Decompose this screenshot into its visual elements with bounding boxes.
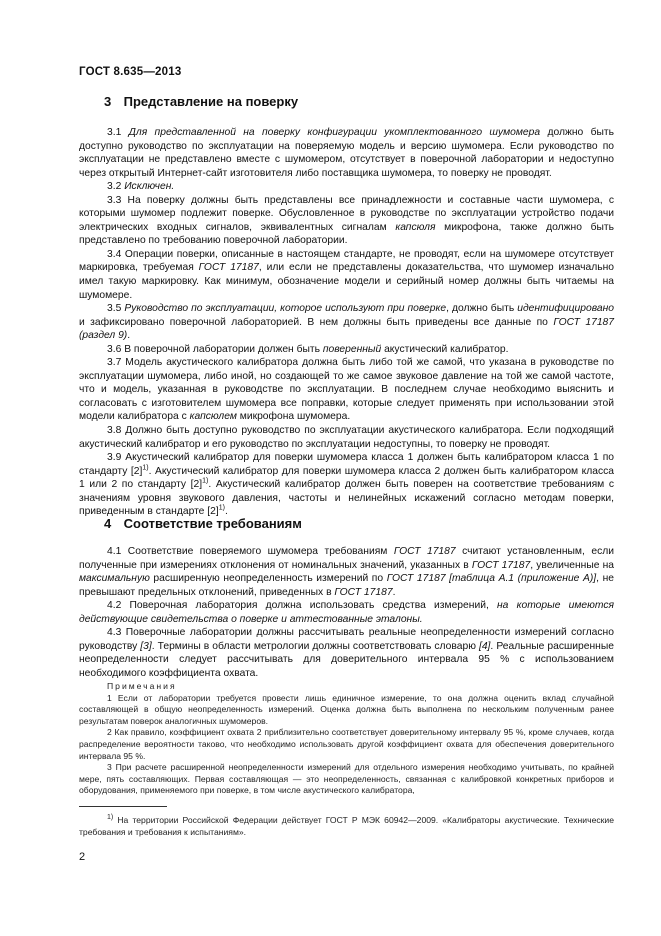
clause-text: .	[224, 506, 228, 518]
clause-paragraph	[79, 356, 614, 424]
clause-paragraph	[79, 626, 614, 680]
clause-text: Исключен.	[124, 181, 175, 193]
clause-text: . Термины в области метрологии должны соответствовать словарю	[151, 640, 479, 652]
clause-text: Операции поверки, описанные в настоящем стандарте, не проводят, если на шумомере отсутствует маркировка, требуемая	[79, 248, 614, 274]
clause-paragraph	[79, 599, 614, 626]
notes-title: Примечания	[107, 681, 177, 691]
clause-paragraph	[79, 180, 614, 194]
clause-text: . Реальные расширенные неопределенности следует рассчитывать для доверительного интервала 95 % с использованием необходимого коэффициента охвата.	[79, 640, 614, 679]
clause-number: 3.6	[107, 343, 125, 355]
clause-number: 3.4	[107, 248, 125, 260]
standard-code-header: ГОСТ 8.635—2013	[79, 66, 182, 78]
clause-text: Акустический калибратор для поверки шумомера класса 1 должен быть калибратором класса 1 по стандарту [2]	[79, 452, 614, 477]
footnote-ref: 1)	[218, 504, 225, 512]
clause-text: считают установленным, если полученные при измерениях отклонения от номинальных значений, указанных в	[79, 546, 614, 571]
clause-text: [3]	[140, 640, 152, 652]
footnote-marker: 1)	[107, 814, 114, 822]
clause-text: Поверочные лаборатории должны рассчитывать реальные неопределенности измерений согласно руководству	[79, 627, 614, 652]
note-item: 1 Если от лаборатории требуется провести лишь единичное измерение, то она должна оценить вклад случайной составляющей в общую неопределенность измерений. Оценка должна быть выполнена по нескольким полученным ранее результатам поверок аналогичных шумомеров.	[79, 692, 614, 726]
clause-number: 3.1	[107, 127, 129, 138]
clause-text: ГОСТ 17187	[393, 546, 456, 557]
clause-paragraph	[79, 302, 614, 343]
footnote-text: На территории Российской Федерации действует ГОСТ Р МЭК 60942—2009. «Калибраторы акустические. Технические требования и требования к испытаниям».	[79, 815, 614, 837]
clause-text: Модель акустического калибратора должна быть либо той же самой, что указана в руководстве по эксплуатации шумомера, либо иной, но создающей то же самое звуковое давление на той же самой частоте, что и модель, указанная в руководстве по эксплуатации. В последнем случае необходимо выяснить и согласовать с изготовителем шумомера все поправки, которые следует применять при использовании этой модели калибратора с	[79, 357, 614, 423]
clause-text: ГОСТ 17187	[334, 586, 393, 598]
footnote	[79, 814, 614, 838]
clause-paragraph	[79, 126, 614, 180]
clause-text: . Акустический калибратор должен быть поверен на соответствие требованиям с значениям уровня звукового давления, частоты и нелинейных искажений согласно методам поверки, приведенным в стандарте [2]	[79, 479, 614, 518]
notes-block	[79, 681, 614, 797]
clause-number: 3.3	[107, 194, 128, 206]
clause-text: идентифицировано	[517, 303, 614, 315]
footnote-divider	[79, 806, 167, 807]
section-title: Представление на поверку	[123, 94, 299, 109]
footnote-ref: 1)	[202, 477, 209, 485]
clause-text: капсюля	[395, 221, 436, 233]
clause-text: [4]	[478, 640, 491, 652]
clause-text: и зафиксировано поверочной лабораторией. В нем должны быть приведены все данные по	[79, 316, 554, 328]
clause-text: . Акустический калибратор для поверки шумомера класса 2 должен быть калибратором класса 1 или 2 по стандарту [2]	[79, 465, 615, 491]
clause-text: Должно быть доступно руководство по эксплуатации акустического калибратора. Если подходящий акустический калибратор и его руководство по эксплуатации недоступны, то поверку не проводят.	[79, 425, 614, 450]
clause-number: 3.9	[107, 452, 126, 464]
clause-number: 4.2	[107, 600, 130, 612]
footnote-ref: 1)	[142, 464, 149, 472]
section-number: 3	[104, 94, 112, 109]
clause-text: капсюлем	[189, 411, 237, 423]
clause-paragraph	[79, 194, 614, 248]
clause-paragraph	[79, 451, 614, 519]
clause-text: ГОСТ 17187	[198, 262, 259, 274]
clause-text: микрофона, также должно быть представлено по требованию поверочной лаборатории.	[79, 221, 614, 247]
page-number: 2	[79, 851, 86, 863]
clause-text: должно быть доступно руководство по эксплуатации на поверяемую модель и версию шумомера. Если руководство по эксплуатации не представлено вместе с шумомером, отсутствует в поверочной лаборатории и недоступно через открытый Интернет-сайт изготовителя либо поставщика шумомера, то поверку не проводят.	[79, 127, 614, 179]
clause-text: Соответствие поверяемого шумомера требованиям	[127, 546, 394, 557]
clause-number: 3.8	[107, 425, 126, 437]
clause-text: микрофона шумомера.	[236, 411, 351, 423]
section-4-body	[79, 545, 614, 680]
clause-text: , не превышают предельных отклонений, приведенных в	[79, 573, 614, 598]
clause-text: Для представленной на поверку конфигурации укомплектованного шумомера	[128, 127, 541, 138]
clause-number: 4.1	[107, 546, 128, 557]
section-title: Соответствие требованиям	[123, 516, 302, 531]
section-4-heading	[104, 516, 302, 531]
clause-number: 3.7	[107, 357, 126, 369]
clause-text: ГОСТ 17187 [таблица А.1 (приложение А)]	[386, 573, 597, 585]
clause-paragraph	[79, 545, 614, 599]
clause-number: 3.5	[107, 303, 125, 315]
clause-text: .	[127, 330, 131, 342]
clause-number: 4.3	[107, 627, 126, 639]
clause-paragraph	[79, 424, 614, 451]
section-3-heading	[104, 94, 298, 109]
clause-text: , увеличенные на	[530, 559, 614, 571]
clause-text: .	[392, 586, 396, 598]
clause-text: , должно быть	[446, 303, 518, 315]
clause-text: В поверочной лаборатории должен быть	[124, 343, 323, 355]
clause-text: Поверочная лаборатория должна использовать средства измерений,	[129, 600, 498, 612]
clause-text: на которые имеются действующие свидетельства о поверке и аттестованные эталоны.	[79, 600, 614, 625]
clause-text: расширенную неопределенность измерений по	[149, 573, 387, 585]
clause-number: 3.2	[107, 181, 125, 193]
section-3-body	[79, 126, 614, 519]
section-number: 4	[104, 516, 112, 531]
clause-text: Руководство по эксплуатации, которое используют при поверке	[124, 303, 447, 315]
note-item: 2 Как правило, коэффициент охвата 2 приблизительно соответствует доверительному интервалу 95 %, кроме случаев, когда распределение вероятности таково, что необходимо использовать другой коэффициент охвата для обеспечения доверительного интервала 95 %.	[79, 727, 614, 761]
clause-text: акустический калибратор.	[381, 343, 509, 355]
clause-text: На поверку должны быть представлены все принадлежности и составные части шумомера, с которыми шумомер подлежит поверке. Обусловленное в руководстве по эксплуатации устройство подачи электрических входных сигналов, эквивалентных сигналам	[79, 194, 614, 233]
clause-text: поверенный	[322, 343, 382, 355]
clause-text: , или если не представлены доказательства, что шумомер изначально имел такую маркировку. Как минимум, обозначение модели и серийный номер должны быть читаемы на шумомере.	[79, 262, 614, 301]
clause-text: максимальную	[79, 573, 150, 585]
note-item: 3 При расчете расширенной неопределенности измерений для отдельного измерения необходимо учитывать, по крайней мере, пять составляющих. Первая составляющая — это неопределенность, связанная с калибровкой конкретных приборов и оборудования, применяемого при поверке, в том числе акустического калибратора,	[79, 762, 614, 796]
clause-paragraph	[79, 248, 614, 302]
clause-text: ГОСТ 17187	[471, 559, 531, 571]
clause-text: ГОСТ 17187 (раздел 9)	[79, 316, 614, 342]
clause-paragraph	[79, 343, 614, 357]
